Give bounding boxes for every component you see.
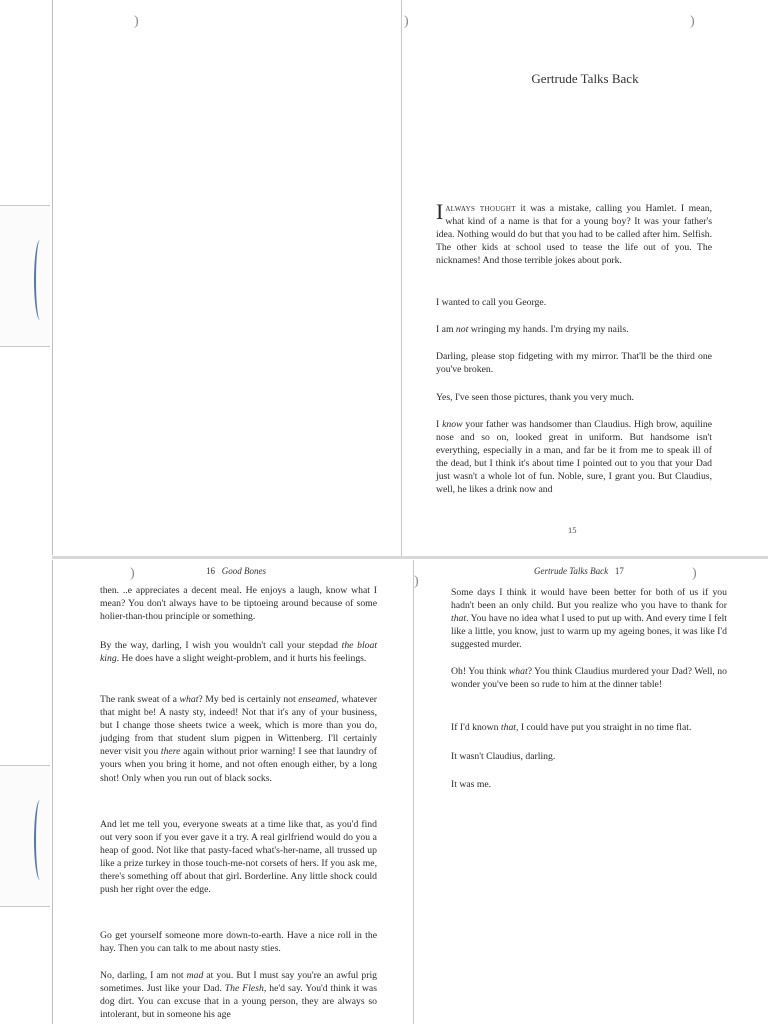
- italic-run: that: [500, 722, 516, 733]
- running-head: [206, 566, 266, 576]
- paragraph-2: [451, 665, 727, 691]
- italic-run: not: [455, 324, 469, 335]
- chapter-title: Gertrude Talks Back: [531, 71, 639, 86]
- italic-run: the bloat king: [100, 640, 378, 665]
- paragraph-4: And let me tell you, everyone sweats at a time like that, as you'd find out very soon if you ever gave it a try. A real girlfriend would do you a heap of good. Not like that pasty-faced what's-her-name, all trussed up like a prize turkey in those touch-me-not corsets of hers. If you ask me, there's something off about that girl. Borderline. Any little shock could push her right over the edge.: [100, 819, 377, 896]
- text-run: , he'd say. You'd think it was dog dirt. You can excuse that in a young person, they are always so intolerant, but in someone his age: [100, 983, 378, 1021]
- paragraph-4: It wasn't Claudius, darling.: [451, 751, 556, 762]
- scan-bracket-mark: ): [134, 14, 139, 29]
- text-run: , I could have put you straight in no time flat.: [515, 722, 692, 733]
- text-run: By the way, darling, I wish you wouldn't call your stepdad: [100, 640, 342, 651]
- scan-bracket-mark: ): [692, 566, 697, 581]
- scan-bracket-mark: ): [404, 14, 409, 29]
- scan-bracket-mark: ): [690, 14, 695, 29]
- paragraph-3: [100, 693, 377, 785]
- chapter-title: Gertrude Talks Back: [534, 566, 609, 576]
- text-run: Some days I think it would have been better for both of us if you hadn't been an only child. But you realize who you have to thank for: [451, 587, 727, 612]
- page-number: 15: [568, 525, 577, 535]
- page-number: 16: [206, 566, 215, 576]
- italic-run: what: [179, 694, 199, 705]
- paragraph-4: Darling, please stop fidgeting with my mirror. That'll be the third one you've broken.: [436, 351, 712, 376]
- text-run: wringing my hands. I'm drying my nails.: [468, 324, 629, 335]
- text-run: ? My bed is certainly not: [198, 694, 299, 705]
- binding-clip-shape: [34, 800, 46, 880]
- text-run: . He does have a slight weight-problem, and it hurts his feelings.: [116, 653, 367, 665]
- left-margin-strip-bottom: [0, 560, 53, 1024]
- italic-run: The Flesh: [224, 983, 264, 995]
- left-margin-strip-top: [0, 0, 53, 555]
- paragraph-2: [100, 639, 377, 665]
- opening-small-caps: always thought: [445, 203, 516, 214]
- text-run: , whatever that might be! A nasty sty, indeed! Not that it's any of your business, but I change those sheets twice a week, which is more than you do, judging from that student slum pigpen in Wittenberg. I'll certainly never visit you: [100, 694, 377, 758]
- page-spread-divider: [52, 556, 768, 559]
- text-run: No, darling, I am not: [100, 970, 187, 981]
- italic-run: that: [451, 613, 467, 625]
- paragraph-5: Yes, I've seen those pictures, thank you very much.: [436, 392, 634, 403]
- italic-run: know: [442, 419, 463, 430]
- running-head: [534, 566, 624, 576]
- text-run: ? You think Claudius murdered your Dad? Well, no wonder you've been so rude to him at the dinner table!: [451, 666, 727, 691]
- text-run: your father was handsomer than Claudius. High brow, aquiline nose and so on, looked great in uniform. But handsome isn't everything, especially in a man, and far be it from me to speak ill of the dead, but I think it's about time I pointed out to you that your Dad just wasn't a whole lot of fun. Noble, sure, I grant you. But Claudius, well, he likes a drink now and: [436, 419, 712, 496]
- paragraph-3: [436, 323, 712, 336]
- drop-cap: I: [436, 199, 444, 224]
- paragraph-1: [436, 199, 713, 267]
- paragraph-5: Go get yourself someone more down-to-earth. Have a nice roll in the hay. Then you can talk to me about nasty sties.: [100, 930, 377, 955]
- paragraph-5: It was me.: [451, 779, 492, 790]
- paragraph-6: [436, 418, 712, 497]
- text-run: The rank sweat of a: [100, 694, 180, 705]
- text-run: I am: [436, 324, 456, 335]
- text-run: If I'd known: [451, 722, 501, 733]
- binding-clip-shape: [34, 240, 46, 320]
- italic-run: there: [160, 746, 181, 758]
- scan-bracket-mark: ): [130, 566, 135, 581]
- paragraph-2: I wanted to call you George.: [436, 297, 547, 308]
- italic-run: mad: [186, 970, 204, 981]
- text-run: at you. But I must say you're an awful prig sometimes. Just like your Dad.: [100, 970, 377, 995]
- text-run: Oh! You think: [451, 666, 509, 677]
- paragraph-3: [451, 721, 727, 734]
- text-run: again without prior warning! I see that laundry of yours when you bring it home, and not often enough either, by a long shot! Only when you run out of black socks.: [100, 746, 377, 784]
- paragraph-1: then. ..e appreciates a decent meal. He enjoys a laugh, know what I mean? You don't always have to be tiptoeing around because of some holier-than-thou principle or something.: [100, 585, 377, 623]
- paragraph-text: it was a mistake, calling you Hamlet. I mean, what kind of a name is that for a young boy? It was your father's idea. Nothing would do but that you had to be called after him. Selfish. The other kids at school used to tease the life out of you. The nicknames! And those terrible jokes about pork.: [436, 203, 713, 267]
- paragraph-6: [100, 969, 377, 1021]
- spine-divider-bottom: [413, 560, 414, 1024]
- text-run: . You have no idea what I used to put up with. And every time I felt like a little, you know, just to warm up my ageing bones, it was like I'd suggested murder.: [451, 613, 727, 651]
- paragraph-1: [451, 586, 727, 651]
- text-run: I: [436, 419, 443, 430]
- page-number: 17: [614, 566, 624, 576]
- book-title: Good Bones: [221, 566, 266, 576]
- italic-run: enseamed: [298, 694, 337, 705]
- italic-run: what: [508, 666, 528, 677]
- scan-bracket-mark: ): [414, 574, 419, 589]
